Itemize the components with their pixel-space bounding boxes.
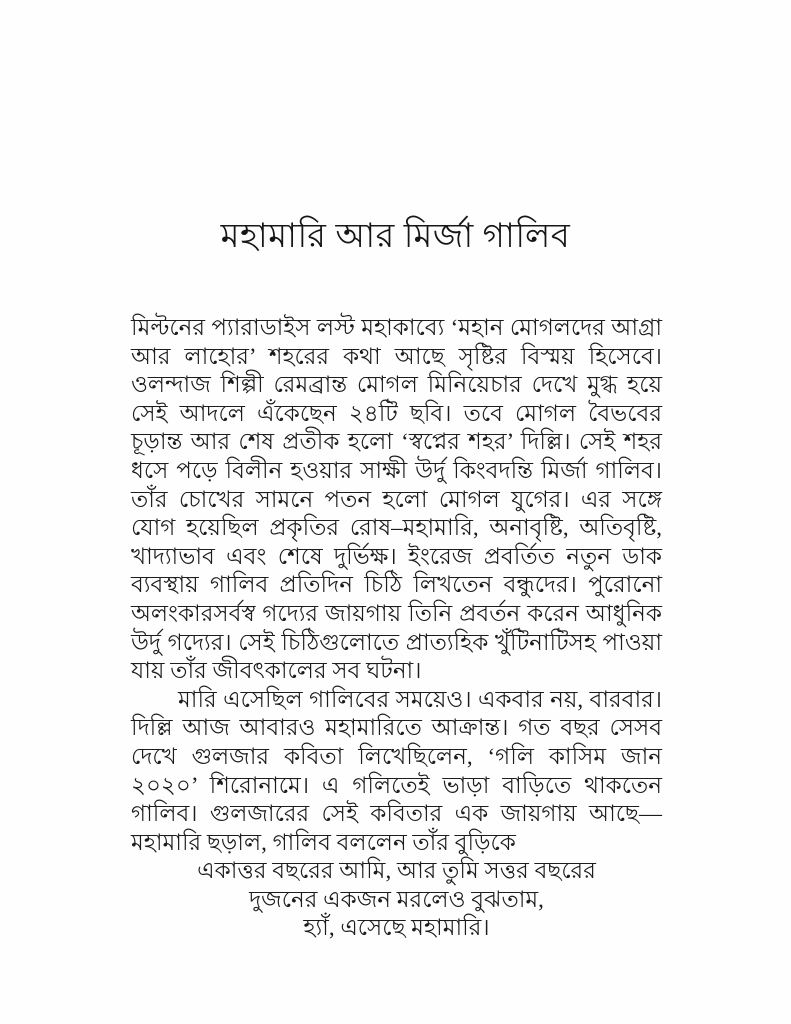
chapter-title: মহামারি আর মির্জা গালিব (220, 218, 571, 255)
paragraph-1: মিল্টনের প্যারাডাইস লস্ট মহাকাব্যে ‘মহান মোগলদের আগ্রা আর লাহোর’ শহরের কথা আছে সৃষ্টির বিস্ময় হিসেবে। ওলন্দাজ শিল্পী রেমব্রান্ত মোগল মিনিয়েচার দেখে মুগ্ধ হয়ে সেই আদলে এঁকেছেন ২৪টি ছবি। তবে মোগল বৈভবের চূড়ান্ত আর শেষ প্রতীক হলো ‘স্বপ্নের শহর’ দিল্লি। সেই শহর ধসে পড়ে বিলীন হওয়ার সাক্ষী উর্দু কিংবদন্তি মির্জা গালিব। তাঁর চোখের সামনে পতন হলো মোগল যুগের। এর সঙ্গে যোগ হয়েছিল প্রকৃতির রোষ–মহামারি, অনাবৃষ্টি, অতিবৃষ্টি, খাদ্যাভাব এবং শেষে দুর্ভিক্ষ। ইংরেজ প্রবর্তিত নতুন ডাক ব্যবস্থায় গালিব প্রতিদিন চিঠি লিখতেন বন্ধুদের। পুরোনো অলংকারসর্বস্ব গদ্যের জায়গায় তিনি প্রবর্তন করেন আধুনিক উর্দু গদ্যের। সেই চিঠিগুলোতে প্রাত্যহিক খুঁটিনাটিসহ পাওয়া যায় তাঁর জীবৎকালের সব ঘটনা। (131, 315, 662, 684)
verse-line-2: দুজনের একজন মরলেও বুঝতাম, (249, 886, 544, 912)
body-text-block (131, 314, 662, 943)
verse-line-1: একাত্তর বছরের আমি, আর তুমি সত্তর বছরের (197, 858, 596, 884)
verse-quote (131, 857, 662, 943)
verse-line-3: হ্যাঁ, এসেছে মহামারি। (303, 915, 490, 941)
paragraph-2: মারি এসেছিল গালিবের সময়েও। একবার নয়, বারবার। দিল্লি আজ আবারও মহামারিতে আক্রান্ত। গত বছর সেসব দেখে গুলজার কবিতা লিখেছিলেন, ‘গলি কাসিম জান ২০২০’ শিরোনামে। এ গলিতেই ভাড়া বাড়িতে থাকতেন গালিব। গুলজারের সেই কবিতার এক জায়গায় আছে—মহামারি ছড়াল, গালিব বললেন তাঁর বুড়িকে (131, 686, 662, 855)
